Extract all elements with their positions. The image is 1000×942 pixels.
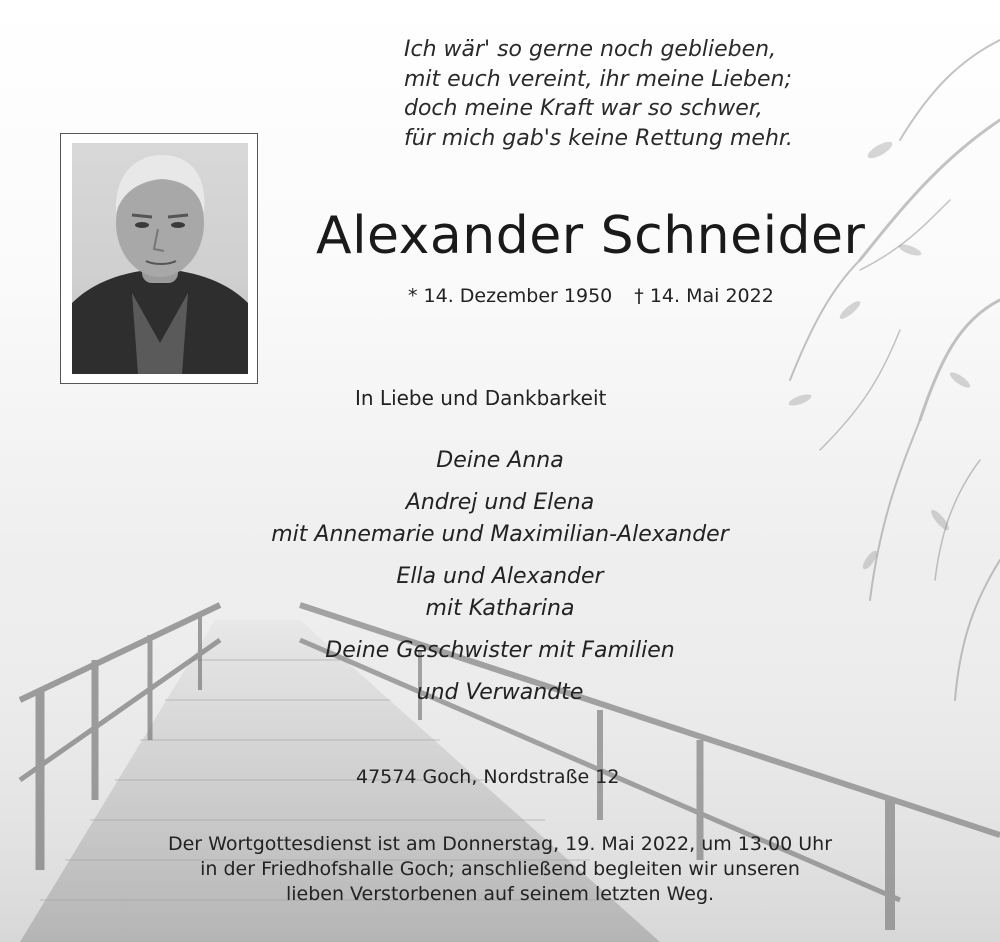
memorial-poem [404, 35, 844, 153]
poem-line: mit euch vereint, ihr meine Lieben; [404, 66, 792, 92]
mourner-line: mit Annemarie und Maximilian-Alexander [271, 522, 729, 547]
service-line: in der Friedhofshalle Goch; anschließend begleiten wir unseren [200, 858, 800, 880]
mourner-line: Deine Anna [436, 448, 564, 473]
service-info [100, 832, 900, 907]
mourners-list [200, 445, 800, 709]
life-dates [408, 285, 774, 307]
portrait-photo [72, 143, 248, 374]
birth-date: * 14. Dezember 1950 [408, 285, 613, 307]
portrait-frame [60, 133, 258, 384]
mourner-line: und Verwandte [416, 680, 584, 705]
poem-line: doch meine Kraft war so schwer, [404, 96, 763, 121]
poem-line: Ich wär' so gerne noch geblieben, [404, 37, 777, 62]
service-line: lieben Verstorbenen auf seinem letzten Weg. [285, 883, 715, 905]
death-date: † 14. Mai 2022 [634, 285, 774, 307]
family-address: 47574 Goch, Nordstraße 12 [356, 766, 620, 788]
service-line: Der Wortgottesdienst ist am Donnerstag, 19. Mai 2022, um 13.00 Uhr [167, 833, 833, 855]
mourner-line: Deine Geschwister mit Familien [325, 638, 675, 663]
deceased-name: Alexander Schneider [316, 206, 866, 266]
mourner-line: mit Katharina [425, 596, 575, 621]
mourner-line: Andrej und Elena [405, 490, 595, 515]
dedication: In Liebe und Dankbarkeit [355, 386, 607, 410]
mourner-line: Ella und Alexander [396, 564, 604, 589]
poem-line: für mich gab's keine Rettung mehr. [404, 125, 793, 151]
